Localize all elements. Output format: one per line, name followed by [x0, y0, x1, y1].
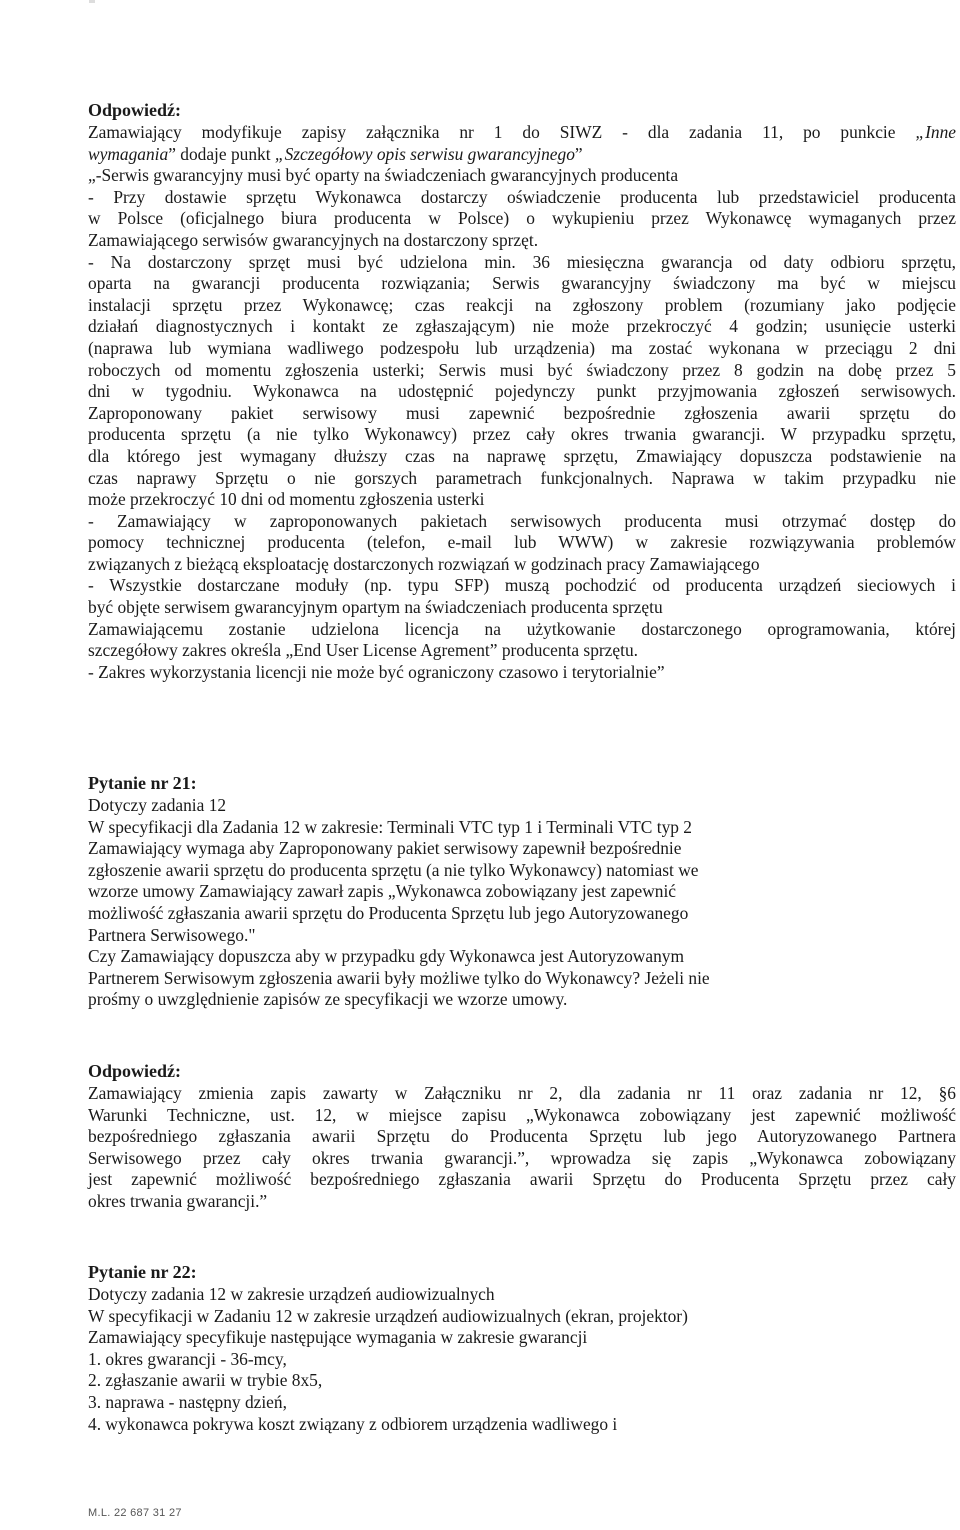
paragraph-line: okres trwania gwarancji.”	[88, 1190, 268, 1211]
paragraph-line: bezpośredniego zgłaszania awarii Sprzętu do Producenta Sprzętu lub jego Autoryzowanego Partnera	[88, 1126, 956, 1147]
paragraph-line: możliwość zgłaszania awarii sprzętu do Producenta Sprzętu lub jego Autoryzowanego	[88, 902, 689, 923]
paragraph-line: szczegółowy zakres określa „End User License Agrement” producenta sprzętu.	[88, 640, 638, 661]
paragraph-line: Serwisowego przez cały okres trwania gwarancji.”, wprowadza się zapis „Wykonawca zobowiązany	[88, 1147, 956, 1168]
paragraph-line: czas naprawy Sprzętu o nie gorszych parametrach funkcjonalnych. Naprawa w takim przypadku nie	[88, 467, 956, 488]
paragraph-line: Zamawiający specyfikuje następujące wymagania w zakresie gwarancji	[88, 1327, 588, 1348]
paragraph-line: zgłoszenie awarii sprzętu do producenta sprzętu (a nie tylko Wykonawcy) natomiast we	[88, 859, 699, 880]
scan-artifact	[89, 0, 95, 3]
paragraph-line: wzorze umowy Zamawiający zawarł zapis „Wykonawca zobowiązany jest zapewnić	[88, 881, 677, 902]
question-22-section	[88, 1262, 956, 1435]
answer-section-1	[88, 100, 956, 683]
paragraph-line: Zaproponowany pakiet serwisowy musi zapewnić bezpośrednie zgłoszenia awarii sprzętu do	[88, 402, 956, 423]
paragraph-line: - Na dostarczony sprzęt musi być udzielona min. 36 miesięczna gwarancja od daty odbioru sprzętu,	[88, 251, 956, 272]
page-footer-code: M.L. 22 687 31 27	[88, 1507, 182, 1519]
paragraph-line: jest zapewnić możliwość bezpośredniego zgłaszania awarii Sprzętu do Producenta Sprzętu przez cały	[88, 1169, 956, 1190]
paragraph-line: - Zamawiający w zaproponowanych pakietach serwisowych producenta musi otrzymać dostęp do	[88, 510, 956, 531]
paragraph-line: W specyfikacji w Zadaniu 12 w zakresie urządzeń audiowizualnych (ekran, projektor)	[88, 1305, 688, 1326]
question-21-section	[88, 773, 956, 1011]
paragraph-line: Partnerem Serwisowym zgłoszenia awarii były możliwe tylko do Wykonawcy? Jeżeli nie	[88, 967, 710, 988]
paragraph-line: Zamawiającemu zostanie udzielona licencja na użytkowanie dostarczonego oprogramowania, której	[88, 618, 956, 639]
paragraph-line: być objęte serwisem gwarancyjnym opartym na świadczeniach producenta sprzętu	[88, 597, 663, 618]
answer-21-section	[88, 1061, 956, 1213]
paragraph-line: Dotyczy zadania 12 w zakresie urządzeń audiowizualnych	[88, 1284, 495, 1304]
paragraph-line: „-Serwis gwarancyjny musi być oparty na świadczeniach gwarancyjnych producenta	[88, 165, 679, 186]
paragraph-line: - Wszystkie dostarczane moduły (np. typu SFP) muszą pochodzić od producenta urządzeń sieciowych i	[88, 575, 956, 596]
paragraph-line: związanych z bieżącą eksploatację dostarczonych rozwiązań w godzinach pracy Zamawiającego	[88, 553, 760, 574]
paragraph-line: W specyfikacji dla Zadania 12 w zakresie: Terminali VTC typ 1 i Terminali VTC typ 2	[88, 816, 692, 837]
question-heading: Pytanie nr 22:	[88, 1262, 197, 1282]
paragraph-line: Dotyczy zadania 12	[88, 795, 227, 815]
paragraph-line: Partnera Serwisowego."	[88, 924, 256, 945]
paragraph-line: wymagania” dodaje punkt „Szczegółowy opis serwisu gwarancyjnego”	[88, 143, 583, 164]
paragraph-line: Warunki Techniczne, ust. 12, w miejsce zapisu „Wykonawca zobowiązany jest zapewnić możliwość	[88, 1104, 956, 1125]
list-item: 1. okres gwarancji - 36-mcy,	[88, 1348, 287, 1369]
list-item: 3. naprawa - następny dzień,	[88, 1391, 287, 1412]
paragraph-line: prośmy o uwzględnienie zapisów ze specyfikacji we wzorze umowy.	[88, 989, 568, 1010]
paragraph-line: dni w tygodniu. Wykonawca na udostępnić pojedynczy punkt przyjmowania zgłoszeń serwisowych.	[88, 381, 956, 402]
question-heading: Pytanie nr 21:	[88, 773, 197, 793]
paragraph-line: roboczych od momentu zgłoszenia usterki; Serwis musi być świadczony przez 8 godzin na dobę przez 5	[88, 359, 956, 380]
paragraph-line: pomocy technicznej producenta (telefon, e-mail lub WWW) w zakresie rozwiązywania problemów	[88, 532, 956, 553]
paragraph-line: Zamawiający wymaga aby Zaproponowany pakiet serwisowy zapewnił bezpośrednie	[88, 838, 682, 859]
paragraph-line: producenta sprzętu (a nie tylko Wykonawcy) przez cały okres trwania gwarancji. W przypadku sprzętu,	[88, 424, 956, 445]
paragraph-line: instalacji sprzętu przez Wykonawcę; czas reakcji na zgłoszony problem (rozumiany jako podjęcie	[88, 294, 956, 315]
paragraph-line: Zamawiający modyfikuje zapisy załącznika nr 1 do SIWZ - dla zadania 11, po punkcie „Inne	[88, 122, 956, 142]
paragraph-line: Zamawiający zmienia zapis zawarty w Załączniku nr 2, dla zadania nr 11 oraz zadania nr 12, §6	[88, 1083, 956, 1103]
paragraph-line: (naprawa lub wymiana wadliwego podzespołu lub urządzenia) ma zostać wykonana w przeciągu 2 dni	[88, 337, 956, 358]
paragraph-line: w Polsce (oficjalnego biura producenta w Polsce) o wykupieniu przez Wykonawcę wymaganych przez	[88, 208, 956, 229]
paragraph-line: może przekroczyć 10 dni od momentu zgłoszenia usterki	[88, 489, 485, 510]
paragraph-line: dla którego jest wymagany dłuższy czas na naprawę sprzętu, Zmawiający dopuszcza podstawienie na	[88, 445, 956, 466]
paragraph-line: - Zakres wykorzystania licencji nie może być ograniczony czasowo i terytorialnie”	[88, 661, 665, 682]
paragraph-line: Zamawiającego serwisów gwarancyjnych na dostarczony sprzęt.	[88, 229, 539, 250]
list-item: 2. zgłaszanie awarii w trybie 8x5,	[88, 1370, 323, 1391]
paragraph-line: Czy Zamawiający dopuszcza aby w przypadku gdy Wykonawca jest Autoryzowanym	[88, 946, 685, 967]
list-item: 4. wykonawca pokrywa koszt związany z odbiorem urządzenia wadliwego i	[88, 1413, 618, 1434]
paragraph-line: oparta na gwarancji producenta rozwiązania; Serwis gwarancyjny świadczony ma być w miejscu	[88, 273, 956, 294]
paragraph-line: - Przy dostawie sprzętu Wykonawca dostarczy oświadczenie producenta lub przedstawiciel producenta	[88, 186, 956, 207]
answer-heading: Odpowiedź:	[88, 1061, 182, 1081]
paragraph-line: działań diagnostycznych i kontakt ze zgłaszającym) nie może przekroczyć 4 godzin; usunięcie usterki	[88, 316, 956, 337]
answer-heading: Odpowiedź:	[88, 100, 182, 120]
